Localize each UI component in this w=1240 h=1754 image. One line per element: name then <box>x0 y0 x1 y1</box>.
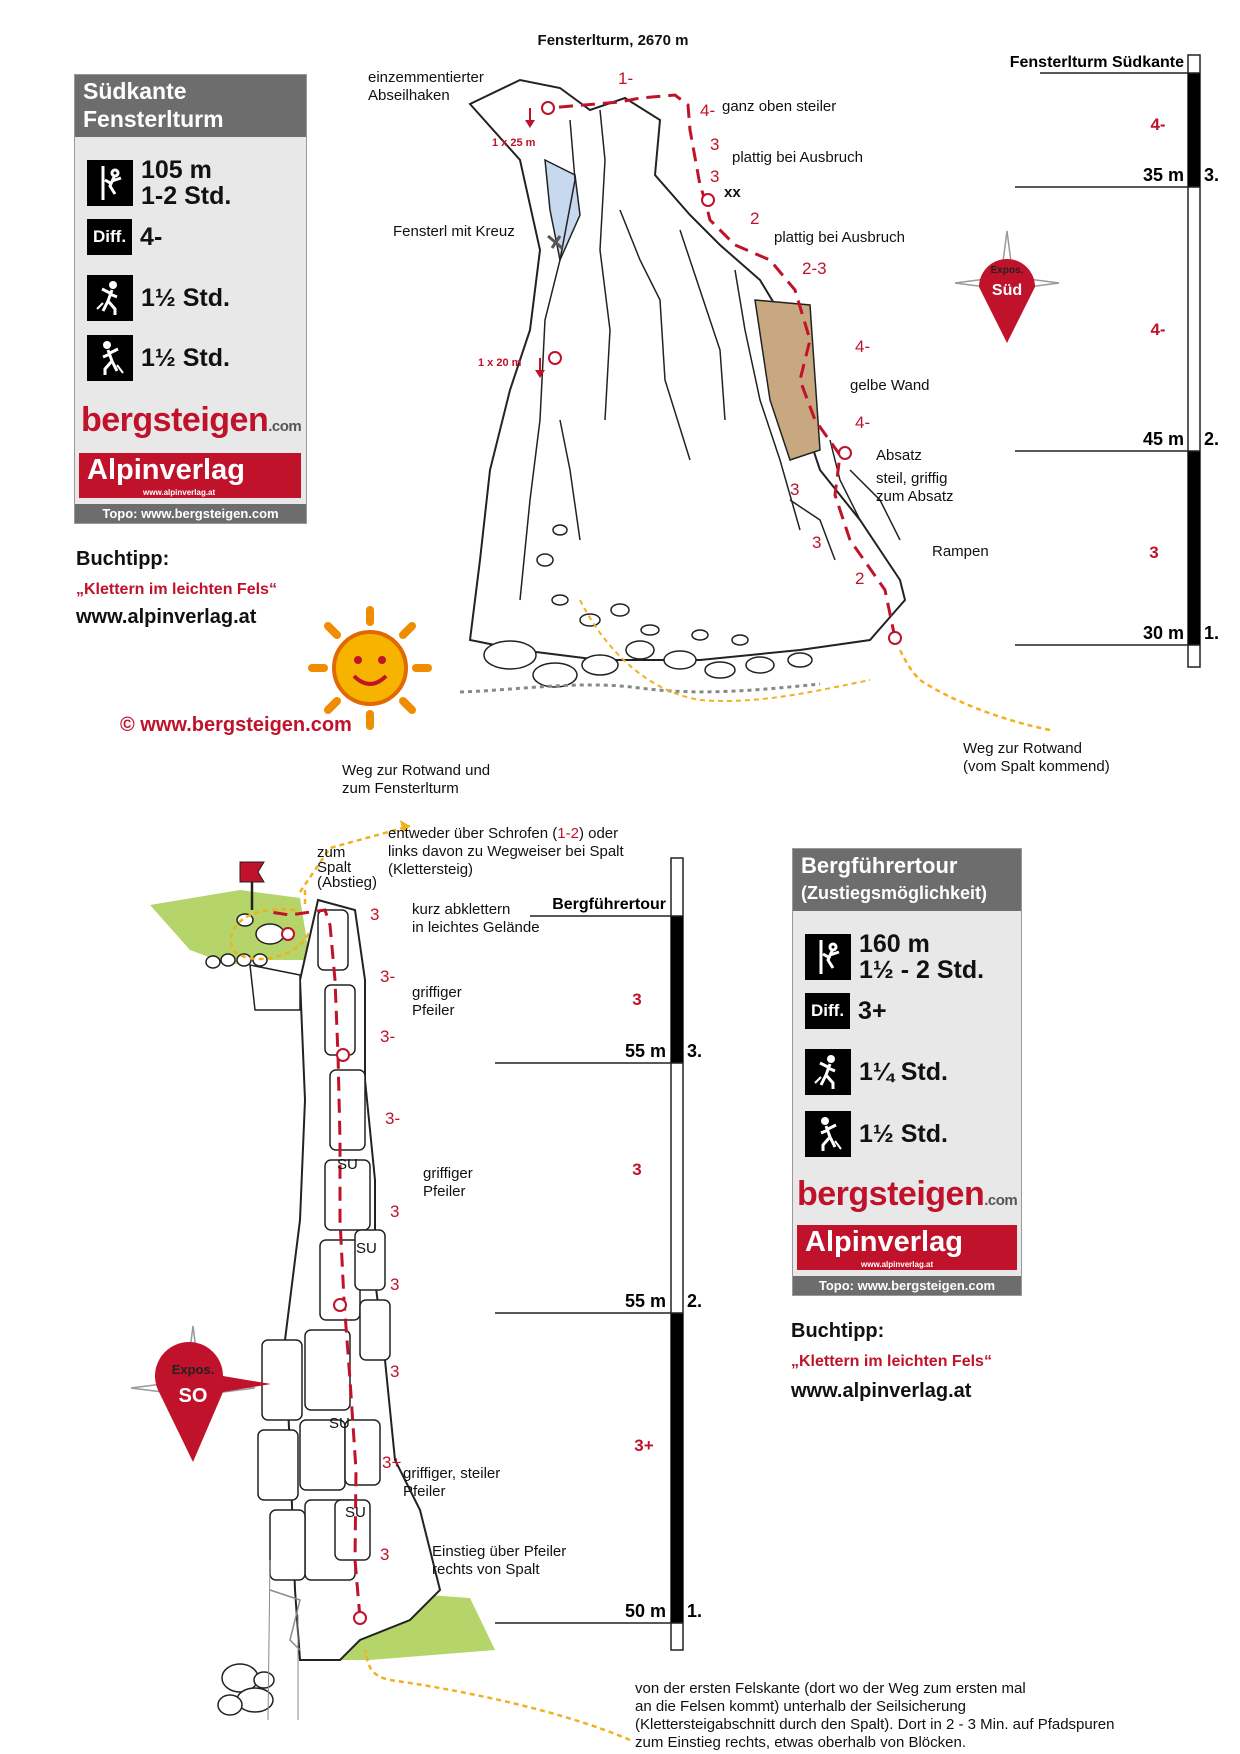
svg-text:3: 3 <box>710 167 720 186</box>
svg-text:SU: SU <box>337 1156 358 1173</box>
infobox-top-length: 105 m <box>141 156 212 184</box>
book-url-bottom[interactable]: www.alpinverlag.at <box>791 1380 972 1402</box>
scale-bottom-number-1: 1. <box>687 1601 703 1621</box>
scale-bottom-number-2: 2. <box>687 1291 703 1311</box>
svg-text:2: 2 <box>855 569 865 588</box>
infobox-bottom-topo-credit: Topo: www.bergsteigen.com <box>793 1276 1021 1295</box>
svg-text:Einstieg über Pfeilerrechts vo: Einstieg über Pfeiler rechts von Spalt <box>432 1543 567 1578</box>
book-title-top: Buchtipp: <box>76 548 170 570</box>
scale-top-length-3: 35 m <box>1142 165 1184 185</box>
label-ledge: Absatz <box>876 447 922 464</box>
svg-text:1-: 1- <box>618 69 634 88</box>
svg-text:3: 3 <box>390 1275 400 1294</box>
svg-text:3: 3 <box>390 1362 400 1381</box>
svg-text:einzemmentierterAbseilhaken: einzemmentierter Abseilhaken <box>368 69 484 104</box>
descent-hiker-icon <box>87 335 133 381</box>
infobox-top-time: 1-2 Std. <box>141 182 232 210</box>
copyright[interactable]: © www.bergsteigen.com <box>120 714 352 736</box>
svg-text:3-: 3- <box>380 967 396 986</box>
infobox-top-title-1: Südkante <box>83 78 187 104</box>
compass-top-line1: Expos. <box>990 265 1024 276</box>
ledge-rocks <box>206 914 284 1715</box>
svg-text:SU: SU <box>345 1504 366 1521</box>
scale-top-grade-3: 4- <box>1150 115 1166 134</box>
infobox-bottom-time: 1½ - 2 Std. <box>859 956 985 984</box>
pitch-scale-bottom <box>495 858 702 1650</box>
infobox-bottom <box>792 848 1022 1296</box>
infobox-bottom-descent: 1½ Std. <box>859 1120 948 1148</box>
svg-text:Weg zur Rotwand undzum Fenster: Weg zur Rotwand und zum Fensterlturm <box>342 762 491 797</box>
scale-bottom-length-1: 50 m <box>624 1601 666 1621</box>
svg-text:3: 3 <box>380 1545 390 1564</box>
ascent-hiker-icon <box>87 275 133 321</box>
svg-text:griffigerPfeiler: griffiger Pfeiler <box>412 984 462 1019</box>
scale-top-length-2: 45 m <box>1142 429 1184 449</box>
book-title-bottom: Buchtipp: <box>791 1320 885 1342</box>
sun-icon <box>312 610 428 726</box>
svg-text:griffigerPfeiler: griffiger Pfeiler <box>423 1165 473 1200</box>
label-anchor-1: einzemmentierter <box>368 69 484 86</box>
compass-bottom <box>131 1326 271 1462</box>
scale-top-length-1: 30 m <box>1142 623 1184 643</box>
scale-top-number-2: 2. <box>1204 429 1220 449</box>
label-steep-top: ganz oben steiler <box>722 98 837 115</box>
label-window: Fensterl mit Kreuz <box>393 223 515 240</box>
scale-top-number-3: 3. <box>1204 165 1220 185</box>
svg-text:SU: SU <box>329 1415 350 1432</box>
svg-text:SU: SU <box>356 1240 377 1257</box>
compass-top <box>955 231 1059 343</box>
label-yellow-wall: gelbe Wand <box>850 377 930 394</box>
scale-bottom-grade-1: 3+ <box>634 1436 654 1455</box>
svg-text:4-: 4- <box>855 337 871 356</box>
compass-top-line2: Süd <box>991 282 1023 299</box>
compass-bottom-line1: Expos. <box>171 1362 215 1377</box>
label-abseil-1: 1 x 25 m <box>492 137 536 149</box>
svg-text:4-: 4- <box>855 413 871 432</box>
svg-text:3: 3 <box>710 135 720 154</box>
infobox-top-descent: 1½ Std. <box>141 344 230 372</box>
approach-bottom <box>365 1650 630 1740</box>
label-abseil-2: 1 x 20 m <box>478 357 522 369</box>
svg-text:3: 3 <box>790 480 800 499</box>
alpinverlag-logo: Alpinverlag www.alpinverlag.at <box>79 453 301 498</box>
label-ramps: Rampen <box>932 543 989 560</box>
bergsteigen-logo: bergsteigen.com <box>81 401 302 439</box>
infobox-top-title-2: Fensterlturm <box>83 106 224 132</box>
infobox-top-difficulty: 4- <box>140 223 163 251</box>
infobox-top-topo-credit: Topo: www.bergsteigen.com <box>75 504 306 523</box>
svg-text:entweder über Schrofen (1-2) o: entweder über Schrofen (1-2) oder links davon zu Wegweiser bei Spalt (Klettersteig) <box>388 825 624 878</box>
bergsteigen-logo: bergsteigen.com <box>797 1175 1018 1213</box>
scale-bottom-length-3: 55 m <box>624 1041 666 1061</box>
scale-bottom-length-2: 55 m <box>624 1291 666 1311</box>
label-plattig-2: plattig bei Ausbruch <box>774 229 905 246</box>
scale-top-grade-2: 4- <box>1150 320 1166 339</box>
svg-text:3: 3 <box>390 1202 400 1221</box>
descent-hiker-icon <box>805 1111 851 1157</box>
label-bolts: xx <box>724 184 741 201</box>
book-name-top: „Klettern im leichten Fels“ <box>76 581 277 598</box>
book-url-top[interactable]: www.alpinverlag.at <box>76 606 257 628</box>
scale-top-number-1: 1. <box>1204 623 1220 643</box>
infobox-top-approach: 1½ Std. <box>141 284 230 312</box>
scale-bottom-grade-2: 3 <box>632 1160 642 1179</box>
svg-text:zumSpalt(Abstieg): zum Spalt (Abstieg) <box>317 844 378 891</box>
climber-icon <box>805 934 851 980</box>
difficulty-icon: Diff. <box>87 219 132 255</box>
pitch-scale-top <box>1010 54 1219 667</box>
scale-bottom-grade-3: 3 <box>632 990 642 1009</box>
ground-line <box>460 684 820 692</box>
scale-bottom-number-3: 3. <box>687 1041 703 1061</box>
climber-icon <box>87 160 133 206</box>
infobox-bottom-approach: 1¼ Std. <box>859 1058 948 1086</box>
infobox-top <box>74 74 307 524</box>
svg-text:2: 2 <box>750 209 760 228</box>
book-name-bottom: „Klettern im leichten Fels“ <box>791 1353 992 1370</box>
svg-text:3-: 3- <box>380 1027 396 1046</box>
infobox-bottom-title-2: (Zustiegsmöglichkeit) <box>801 883 988 903</box>
label-plattig-1: plattig bei Ausbruch <box>732 149 863 166</box>
compass-bottom-line2: SO <box>178 1385 208 1407</box>
infobox-bottom-title-1: Bergführertour <box>801 853 958 878</box>
approach-path <box>900 650 1050 730</box>
svg-text:Weg zur Rotwand(vom Spalt komm: Weg zur Rotwand (vom Spalt kommend) <box>963 740 1110 775</box>
svg-text:von der ersten Felskante (dort: von der ersten Felskante (dort wo der Weg zum ersten mal an die Felsen kommt) unterhalb der Seilsicherung (Klettersteigabschnitt durch den Spalt). Dort in 2 - 3 Min. auf Pfadspuren zum Einstieg rechts, etwas oberhalb von Blöcken. <box>635 1680 1115 1751</box>
scale-top-grade-1: 3 <box>1149 543 1159 562</box>
infobox-bottom-difficulty: 3+ <box>858 997 887 1025</box>
svg-text:griffiger, steilerPfeiler: griffiger, steiler Pfeiler <box>403 1465 501 1500</box>
svg-text:4-: 4- <box>700 101 716 120</box>
scale-top-title: Fensterlturm Südkante <box>1009 54 1184 71</box>
tower-title: Fensterlturm, 2670 m <box>537 32 689 49</box>
svg-text:3-: 3- <box>385 1109 401 1128</box>
svg-text:3+: 3+ <box>382 1453 402 1472</box>
alpinverlag-logo: Alpinverlag www.alpinverlag.at <box>797 1225 1017 1270</box>
svg-text:2-3: 2-3 <box>802 259 827 278</box>
infobox-bottom-length: 160 m <box>859 930 930 958</box>
scale-bottom-title: Bergführertour <box>552 896 666 913</box>
svg-text:3: 3 <box>370 905 380 924</box>
difficulty-icon: Diff. <box>805 993 850 1029</box>
svg-text:3: 3 <box>812 533 822 552</box>
svg-text:kurz abkletternin leichtes Gel: kurz abklettern in leichtes Gelände <box>412 901 540 936</box>
svg-text:steil, griffigzum Absatz: steil, griffig zum Absatz <box>876 470 954 505</box>
ascent-hiker-icon <box>805 1049 851 1095</box>
